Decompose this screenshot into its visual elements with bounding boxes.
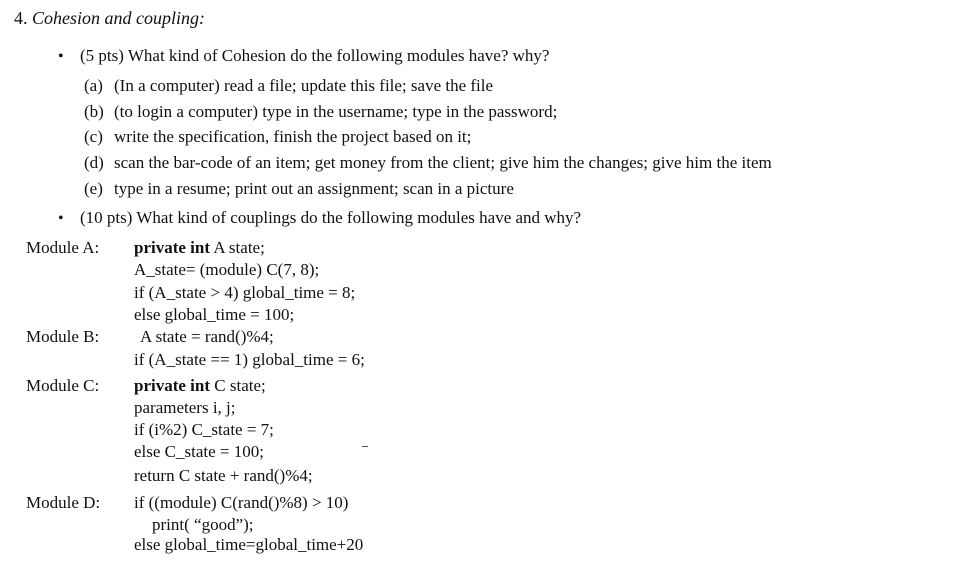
question-number: 4.	[14, 8, 28, 28]
bullet-icon: •	[58, 210, 64, 227]
code-line: else global_time=global_time+20	[134, 535, 364, 554]
module-a-label: Module A:	[26, 238, 100, 257]
bullet-icon: •	[58, 48, 64, 65]
code-line: A_state= (module) C(7, 8);	[134, 260, 320, 279]
item-label: (a)	[84, 76, 103, 95]
item-text: (In a computer) read a file; update this file; save the file	[114, 76, 494, 95]
list-item	[84, 76, 493, 96]
code-line: parameters i, j;	[134, 398, 236, 417]
list-item	[84, 153, 772, 173]
keyword: private int	[134, 376, 211, 395]
item-text: type in a resume; print out an assignment; scan in a picture	[114, 179, 514, 198]
bullet-text: (10 pts) What kind of couplings do the following modules have and why?	[80, 208, 582, 227]
code-line: return C state + rand()%4;	[134, 466, 313, 485]
code-line: else C_state = 100;	[134, 442, 264, 461]
question-heading: Cohesion and coupling:	[32, 8, 205, 28]
list-item	[84, 102, 557, 122]
code-line: if ((module) C(rand()%8) > 10)	[134, 493, 349, 512]
module-c-label: Module C:	[26, 376, 100, 395]
question-title	[14, 8, 205, 29]
item-label: (e)	[84, 179, 103, 198]
code-line: else global_time = 100;	[134, 305, 295, 324]
module-c-declaration: private int C state;	[134, 376, 266, 395]
module-d-label: Module D:	[26, 493, 101, 512]
code-line: if (A_state == 1) global_time = 6;	[134, 350, 365, 369]
list-item	[84, 127, 471, 147]
item-label: (c)	[84, 127, 103, 146]
bullet-coupling	[58, 208, 581, 228]
module-b-label: Module B:	[26, 327, 100, 346]
module-a-declaration: private int A state;	[134, 238, 265, 257]
bullet-cohesion	[58, 46, 549, 66]
code-line: print( “good”);	[152, 515, 254, 534]
item-label: (b)	[84, 102, 104, 121]
bullet-text: (5 pts) What kind of Cohesion do the following modules have? why?	[80, 46, 550, 65]
item-text: (to login a computer) type in the username; type in the password;	[114, 102, 558, 121]
code-line: A state = rand()%4;	[140, 327, 274, 346]
list-item	[84, 179, 514, 199]
keyword: private int	[134, 238, 211, 257]
item-label: (d)	[84, 153, 104, 172]
item-text: write the specification, finish the project based on it;	[114, 127, 472, 146]
item-text: scan the bar-code of an item; get money from the client; give him the changes; give him the item	[114, 153, 772, 172]
stray-mark	[362, 446, 368, 447]
code-line: if (i%2) C_state = 7;	[134, 420, 274, 439]
code-line: if (A_state > 4) global_time = 8;	[134, 283, 356, 302]
